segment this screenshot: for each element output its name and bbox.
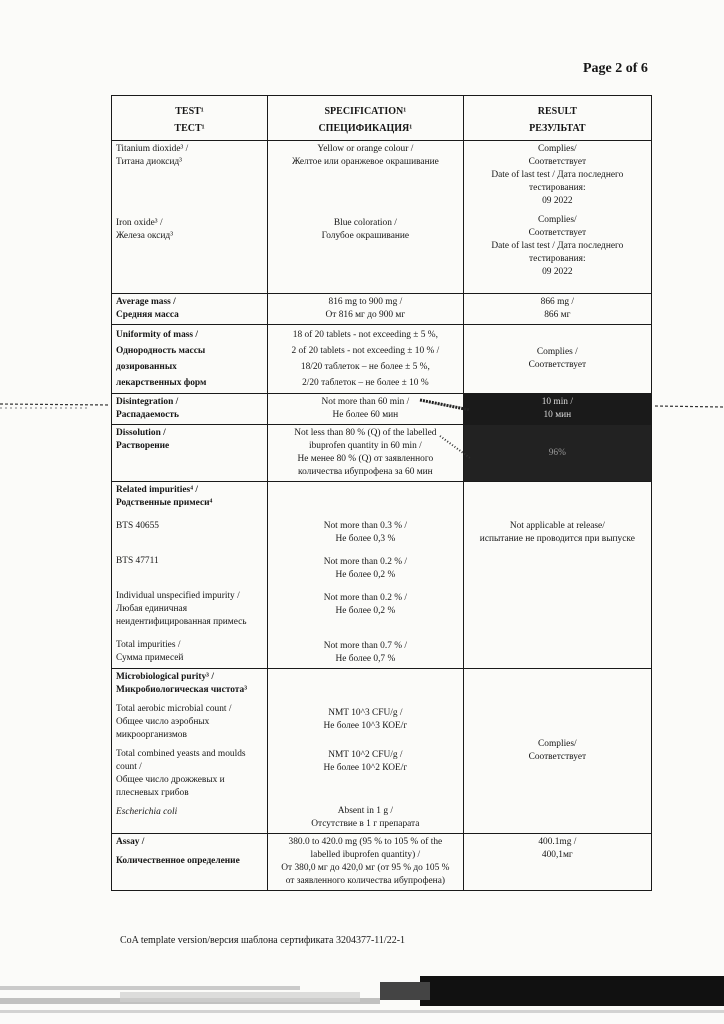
iron-label: Iron oxide³ / (116, 218, 163, 228)
test-colorants (112, 141, 268, 294)
result-assay: 400.1mg / 400,1мг (463, 834, 651, 891)
coa-results-table (111, 95, 652, 891)
result-colorants: Complies/ Соответствует Date of last test / Дата последнего тестирования: 09 2022 Complies/ Соответствует Date of last test / Дата последнего тестирования: 09 2022 (463, 141, 651, 294)
table-row-assay (112, 834, 652, 891)
test-average-mass: Average mass / Средняя масса (112, 294, 268, 325)
result-dissolution: 96% (463, 425, 651, 482)
table-row-microbiological (112, 669, 652, 834)
spec-disintegration: Not more than 60 min / Не более 60 мин (268, 394, 464, 425)
result-microbiological: Complies/ Соответствует (463, 669, 651, 834)
page-number: Page 2 of 6 (583, 61, 648, 76)
scan-noise-band (0, 396, 724, 466)
result-related-impurities: Not applicable at release/ испытание не проводится при выпуске (463, 482, 651, 669)
test-disintegration: Disintegration / Распадаемость (112, 394, 268, 425)
table-row-uniformity (112, 325, 652, 394)
spec-colorants: Yellow or orange colour / Желтое или оранжевое окрашивание Blue coloration / Голубое окрашивание (268, 141, 464, 294)
test-assay: Assay / Количественное определение (112, 834, 268, 891)
header-test: TEST¹ ТЕСТ¹ (112, 96, 268, 141)
table-row-colorants (112, 141, 652, 294)
toner-streak-bottom (0, 968, 724, 1024)
table-row-average-mass (112, 294, 652, 325)
test-dissolution: Dissolution / Растворение (112, 425, 268, 482)
spec-related-impurities: Not more than 0.3 % / Не более 0,3 % Not more than 0.2 % / Не более 0,2 % Not more than 0.2 % / Не более 0,2 % Not more than 0.7 % / Не более 0,7 % (268, 482, 464, 669)
result-disintegration: 10 min / 10 мин (463, 394, 651, 425)
table-row-related-impurities (112, 482, 652, 669)
header-specification: SPECIFICATION¹ СПЕЦИФИКАЦИЯ¹ (268, 96, 464, 141)
spec-microbiological: NMT 10^3 CFU/g / Не более 10^3 КОЕ/г NMT 10^2 CFU/g / Не более 10^2 КОЕ/г Absent in 1 g / Отсутствие в 1 г препарата (268, 669, 464, 834)
iron-label-ru: Железа оксид³ (116, 231, 174, 241)
result-uniformity: Complies / Соответствует (463, 325, 651, 394)
test-related-impurities: Related impurities⁴ / Родственные примеси⁴ BTS 40655 BTS 47711 Individual unspecified impurity / Любая единичная неидентифицированная примесь Total impurities / Сумма примесей (112, 482, 268, 669)
spec-dissolution: Not less than 80 % (Q) of the labelled ibuprofen quantity in 60 min / Не менее 80 % (Q) от заявленного количества ибупрофена за 60 мин (268, 425, 464, 482)
test-uniformity: Uniformity of mass / Однородность массы дозированных лекарственных форм (112, 325, 268, 394)
titanium-label-ru: Титана диоксид³ (116, 157, 182, 167)
header-result: RESULT РЕЗУЛЬТАТ (463, 96, 651, 141)
result-average-mass: 866 mg / 866 мг (463, 294, 651, 325)
test-microbiological: Microbiological purity³ / Микробиологическая чистота³ Total aerobic microbial count / Общее число аэробных микроорганизмов Total combined yeasts and moulds count / Общее число дрожжевых и плесневых грибов Escherichia coli (112, 669, 268, 834)
table-header-row (112, 96, 652, 141)
spec-uniformity: 18 of 20 tablets - not exceeding ± 5 %, 2 of 20 tablets - not exceeding ± 10 % / 18/20 таблеток – не более ± 5 %, 2/20 таблеток – не более ± 10 % (268, 325, 464, 394)
spec-average-mass: 816 mg to 900 mg / От 816 мг до 900 мг (268, 294, 464, 325)
spec-assay: 380.0 to 420.0 mg (95 % to 105 % of the labelled ibuprofen quantity) / От 380,0 мг до 420,0 мг (от 95 % до 105 % от заявленного количества ибупрофена) (268, 834, 464, 891)
escherichia-coli-label: Escherichia coli (116, 807, 178, 817)
titanium-label: Titanium dioxide³ / (116, 144, 189, 154)
template-version-footer: CoA template version/версия шаблона сертификата 3204377-11/22-1 (120, 935, 406, 946)
